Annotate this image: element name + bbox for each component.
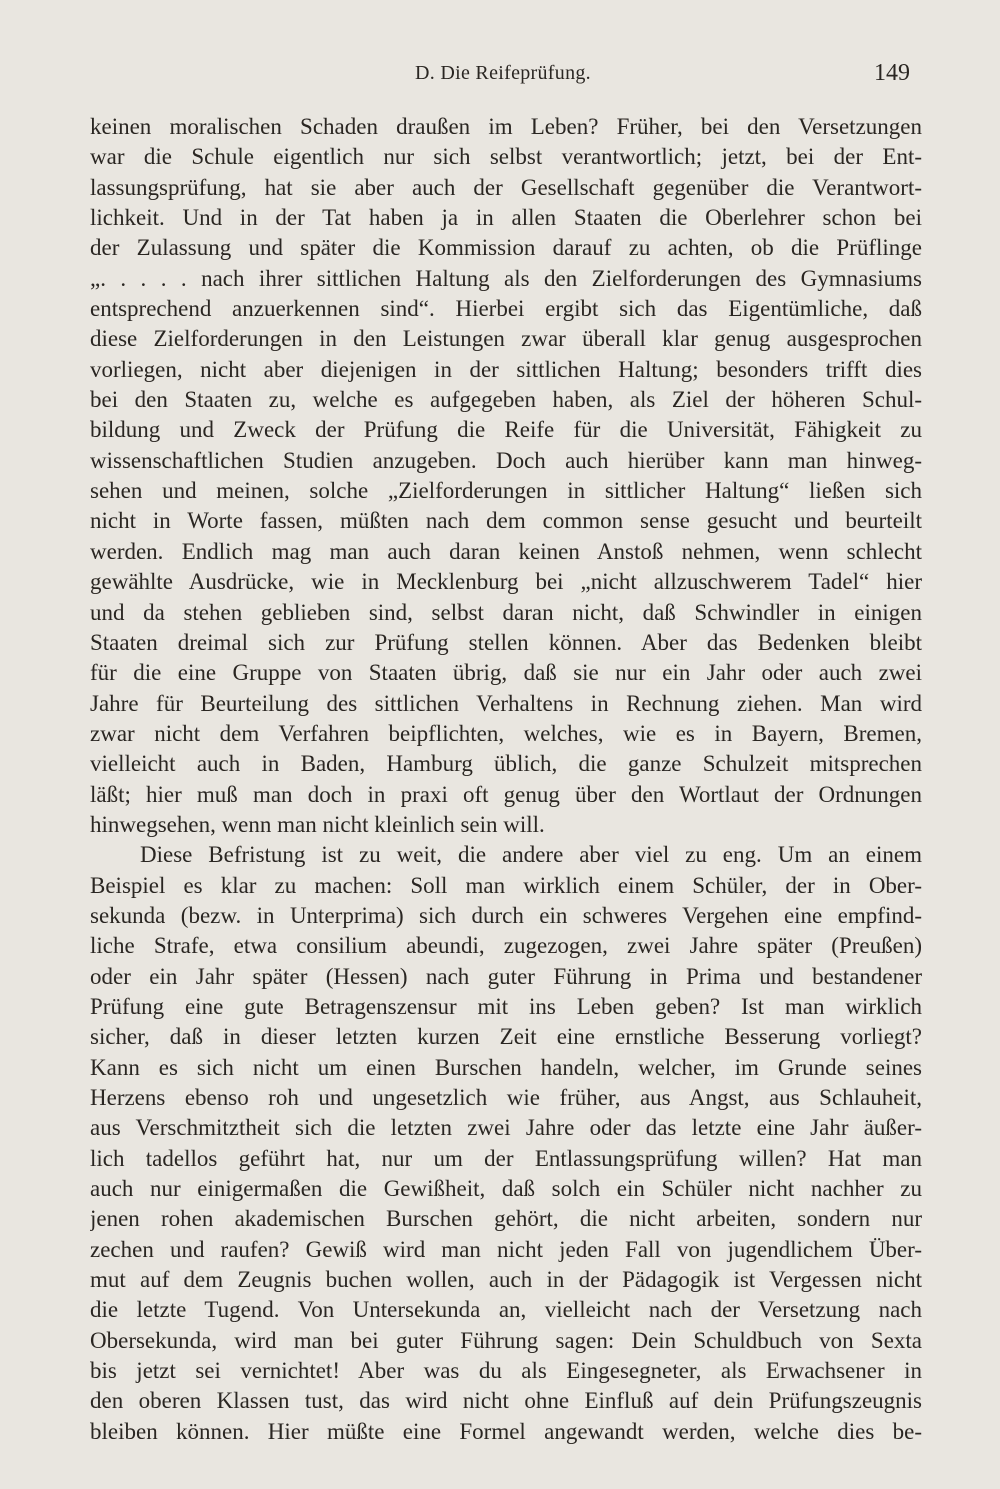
text-line: lich tadellos geführt hat, nur um der Entlassungsprüfung willen? Hat man — [90, 1145, 922, 1171]
text-line: „. . . . . nach ihrer sittlichen Haltung als den Zielforderungen des Gymnasiums — [90, 265, 922, 291]
text-line: werden. Endlich mag man auch daran keinen Anstoß nehmen, wenn schlecht — [90, 538, 922, 564]
text-line: oder ein Jahr später (Hessen) nach guter Führung in Prima und bestandener — [90, 963, 922, 989]
text-line: bei den Staaten zu, welche es aufgegeben haben, als Ziel der höheren Schul- — [90, 387, 922, 413]
text-line: für die eine Gruppe von Staaten übrig, daß sie nur ein Jahr oder auch zwei — [90, 660, 922, 686]
text-line: Obersekunda, wird man bei guter Führung sagen: Dein Schuldbuch von Sexta — [90, 1327, 922, 1353]
text-line: bildung und Zweck der Prüfung die Reife für die Universität, Fähigkeit zu — [90, 417, 922, 443]
text-line: vielleicht auch in Baden, Hamburg üblich, die ganze Schulzeit mitsprechen — [90, 751, 922, 777]
text-line: und da stehen geblieben sind, selbst daran nicht, daß Schwindler in einigen — [90, 599, 922, 625]
text-line: Beispiel es klar zu machen: Soll man wirklich einem Schüler, der in Ober- — [90, 872, 922, 898]
text-line: Prüfung eine gute Betragenszensur mit ins Leben geben? Ist man wirklich — [90, 993, 922, 1019]
text-line: zwar nicht dem Verfahren beipflichten, welches, wie es in Bayern, Bremen, — [90, 720, 922, 746]
text-line: läßt; hier muß man doch in praxi oft genug über den Wortlaut der Ordnungen — [90, 781, 922, 807]
text-line: bis jetzt sei vernichtet! Aber was du als Eingesegneter, als Erwachsener in — [90, 1358, 922, 1384]
text-line: wissenschaftlichen Studien anzugeben. Doch auch hierüber kann man hinweg- — [90, 447, 922, 473]
text-line: der Zulassung und später die Kommission darauf zu achten, ob die Prüflinge — [90, 235, 922, 261]
text-line: jenen rohen akademischen Burschen gehört, die nicht arbeiten, sondern nur — [90, 1206, 922, 1232]
text-line: keinen moralischen Schaden draußen im Leben? Früher, bei den Versetzungen — [90, 114, 922, 139]
text-line: entsprechend anzuerkennen sind“. Hierbei ergibt sich das Eigentümliche, daß — [90, 296, 922, 322]
running-head — [88, 62, 918, 90]
text-line: den oberen Klassen tust, das wird nicht ohne Einfluß auf dein Prüfungszeugnis — [90, 1388, 922, 1414]
text-line: Staaten dreimal sich zur Prüfung stellen können. Aber das Bedenken bleibt — [90, 629, 922, 655]
text-line: sekunda (bezw. in Unterprima) sich durch ein schweres Vergehen eine empfind- — [90, 902, 922, 928]
text-line: vorliegen, nicht aber diejenigen in der sittlichen Haltung; besonders trifft dies — [90, 356, 922, 382]
text-line: gewählte Ausdrücke, wie in Mecklenburg bei „nicht allzuschwerem Tadel“ hier — [90, 569, 922, 595]
text-line: war die Schule eigentlich nur sich selbst verantwortlich; jetzt, bei der Ent- — [90, 144, 922, 170]
paragraph-end-line: hinwegsehen, wenn man nicht kleinlich sein will. — [90, 811, 545, 837]
text-line: lassungsprüfung, hat sie aber auch der Gesellschaft gegenüber die Verantwort- — [90, 174, 922, 200]
text-line: sehen und meinen, solche „Zielforderungen in sittlicher Haltung“ ließen sich — [90, 478, 922, 504]
text-line: die letzte Tugend. Von Untersekunda an, vielleicht nach der Versetzung nach — [90, 1297, 922, 1323]
text-line: diese Zielforderungen in den Leistungen zwar überall klar genug ausgesprochen — [90, 326, 922, 352]
text-line: Jahre für Beurteilung des sittlichen Verhaltens in Rechnung ziehen. Man wird — [90, 690, 922, 716]
text-line: bleiben können. Hier müßte eine Formel angewandt werden, welche dies be- — [90, 1418, 922, 1444]
chapter-title: D. Die Reifeprüfung. — [415, 62, 591, 84]
page-number: 149 — [874, 60, 910, 86]
text-line: liche Strafe, etwa consilium abeundi, zugezogen, zwei Jahre später (Preußen) — [90, 933, 922, 959]
text-line: aus Verschmitztheit sich die letzten zwei Jahre oder das letzte eine Jahr äußer- — [90, 1115, 922, 1141]
text-line: zechen und raufen? Gewiß wird man nicht jeden Fall von jugendlichem Über- — [90, 1236, 922, 1262]
text-line: Herzens ebenso roh und ungesetzlich wie früher, aus Angst, aus Schlauheit, — [90, 1085, 922, 1110]
text-line: lichkeit. Und in der Tat haben ja in allen Staaten die Oberlehrer schon bei — [90, 205, 922, 231]
text-line: mut auf dem Zeugnis buchen wollen, auch in der Pädagogik ist Vergessen nicht — [90, 1267, 922, 1293]
body-text — [90, 112, 922, 1447]
text-line: sicher, daß in dieser letzten kurzen Zeit eine ernstliche Besserung vorliegt? — [90, 1024, 922, 1050]
text-line: nicht in Worte fassen, müßten nach dem common sense gesucht und beurteilt — [90, 508, 922, 534]
text-line: Kann es sich nicht um einen Burschen handeln, welcher, im Grunde seines — [90, 1054, 922, 1080]
paragraph-start-line: Diese Befristung ist zu weit, die andere aber viel zu eng. Um an einem — [140, 842, 922, 868]
text-line: auch nur einigermaßen die Gewißheit, daß solch ein Schüler nicht nachher zu — [90, 1176, 922, 1202]
